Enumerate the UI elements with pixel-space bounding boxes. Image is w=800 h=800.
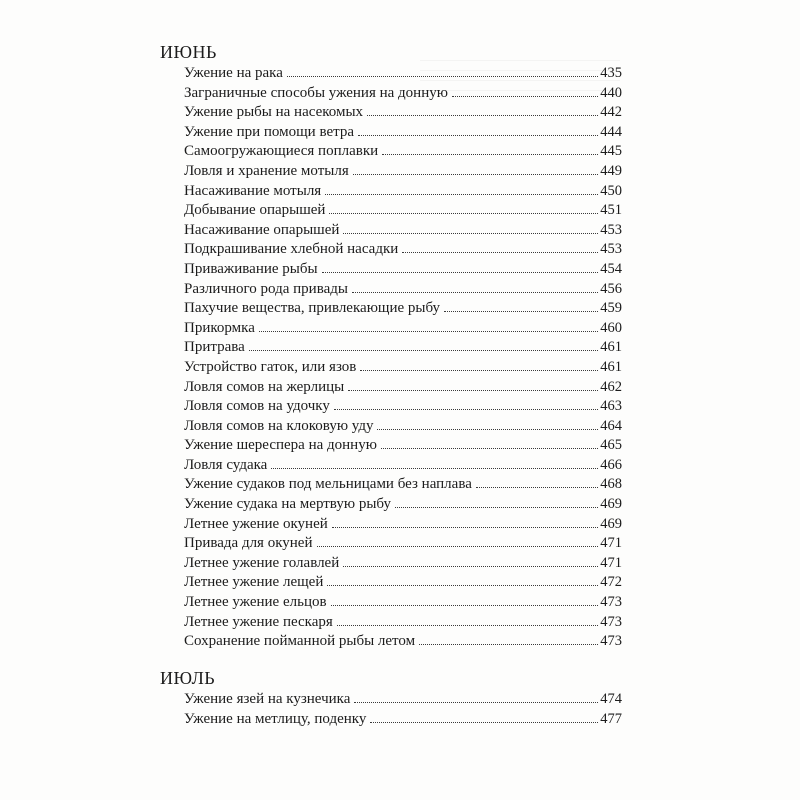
entry-title: Летнее ужение пескаря bbox=[184, 613, 333, 630]
section-title: ИЮНЬ bbox=[160, 42, 217, 62]
dot-leader bbox=[452, 96, 598, 97]
entry-page: 471 bbox=[600, 535, 622, 552]
toc-entry bbox=[184, 515, 622, 535]
entry-title: Ловля судака bbox=[184, 456, 268, 473]
entry-page: 463 bbox=[600, 398, 622, 415]
entry-page: 440 bbox=[600, 84, 622, 101]
toc-entry bbox=[184, 182, 622, 202]
toc-entry bbox=[184, 710, 622, 730]
entry-title: Насаживание опарышей bbox=[184, 221, 340, 238]
entry-page: 461 bbox=[600, 339, 622, 356]
toc-entry bbox=[184, 319, 622, 339]
dot-leader bbox=[395, 507, 598, 508]
entry-title: Ловля сомов на клоковую уду bbox=[184, 417, 374, 434]
toc-entry bbox=[184, 554, 622, 574]
toc-entry bbox=[184, 221, 622, 241]
toc-entry bbox=[184, 456, 622, 476]
entry-title: Летнее ужение голавлей bbox=[184, 554, 340, 571]
entry-title: Ужение при помощи ветра bbox=[184, 123, 355, 140]
entry-page: 469 bbox=[600, 496, 622, 513]
entry-title: Добывание опарышей bbox=[184, 202, 326, 219]
entry-title: Ловля сомов на удочку bbox=[184, 398, 330, 415]
entry-title: Заграничные способы ужения на донную bbox=[184, 84, 448, 101]
entry-page: 451 bbox=[600, 202, 622, 219]
dot-leader bbox=[343, 566, 598, 567]
entry-page: 435 bbox=[600, 65, 622, 81]
dot-leader bbox=[343, 233, 598, 234]
entry-page: 444 bbox=[600, 123, 622, 140]
entry-page: 473 bbox=[600, 613, 622, 630]
toc-entry bbox=[184, 495, 622, 515]
toc-entry bbox=[184, 201, 622, 221]
dot-leader bbox=[322, 272, 599, 273]
toc-entry bbox=[184, 690, 622, 710]
dot-leader bbox=[332, 527, 598, 528]
dot-leader bbox=[259, 331, 598, 332]
toc-entry bbox=[184, 378, 622, 398]
toc-entry bbox=[184, 593, 622, 613]
entry-page: 456 bbox=[600, 280, 622, 297]
dot-leader bbox=[337, 625, 598, 626]
entry-title: Летнее ужение окуней bbox=[184, 515, 328, 532]
entry-page: 473 bbox=[600, 633, 622, 650]
toc-entry bbox=[184, 534, 622, 554]
toc-entry bbox=[184, 280, 622, 300]
dot-leader bbox=[381, 448, 598, 449]
toc-entry bbox=[184, 64, 622, 84]
entry-title: Привада для окуней bbox=[184, 535, 313, 552]
toc-entry bbox=[184, 299, 622, 319]
entry-page: 464 bbox=[600, 417, 622, 434]
dot-leader bbox=[476, 487, 598, 488]
entry-title: Ужение на рака bbox=[184, 65, 283, 81]
entry-title: Ловля сомов на жерлицы bbox=[184, 378, 345, 395]
dot-leader bbox=[348, 390, 598, 391]
dot-leader bbox=[327, 585, 598, 586]
entry-title: Притрава bbox=[184, 339, 245, 356]
dot-leader bbox=[249, 350, 598, 351]
entry-title: Подкрашивание хлебной насадки bbox=[184, 241, 399, 258]
toc-entry bbox=[184, 338, 622, 358]
dot-leader bbox=[287, 76, 598, 77]
entry-page: 460 bbox=[600, 319, 622, 336]
dot-leader bbox=[334, 409, 598, 410]
dot-leader bbox=[331, 605, 599, 606]
section-july bbox=[160, 666, 622, 729]
entry-title: Летнее ужение ельцов bbox=[184, 594, 327, 611]
entry-page: 466 bbox=[600, 456, 622, 473]
entry-title: Ужение на метлицу, поденку bbox=[184, 710, 367, 727]
entry-title: Различного рода привады bbox=[184, 280, 348, 297]
toc-entry bbox=[184, 358, 622, 378]
entry-page: 449 bbox=[600, 162, 622, 179]
entry-title: Прикормка bbox=[184, 319, 255, 336]
entry-page: 472 bbox=[600, 574, 622, 591]
dot-leader bbox=[353, 174, 599, 175]
toc-entry bbox=[184, 397, 622, 417]
toc-entries bbox=[184, 64, 622, 652]
entry-title: Пахучие вещества, привлекающие рыбу bbox=[184, 300, 441, 317]
toc-entry bbox=[184, 162, 622, 182]
entry-page: 468 bbox=[600, 476, 622, 493]
entry-page: 465 bbox=[600, 437, 622, 454]
toc-entry bbox=[184, 475, 622, 495]
entry-page: 454 bbox=[600, 260, 622, 277]
entry-title: Самоогружающиеся поплавки bbox=[184, 143, 379, 160]
dot-leader bbox=[367, 115, 598, 116]
entry-page: 450 bbox=[600, 182, 622, 199]
dot-leader bbox=[358, 135, 598, 136]
dot-leader bbox=[377, 429, 598, 430]
entry-page: 473 bbox=[600, 594, 622, 611]
entry-page: 453 bbox=[600, 241, 622, 258]
dot-leader bbox=[370, 722, 598, 723]
section-title: ИЮЛЬ bbox=[160, 668, 216, 688]
entry-page: 461 bbox=[600, 358, 622, 375]
dot-leader bbox=[419, 644, 598, 645]
dot-leader bbox=[325, 194, 598, 195]
entry-page: 453 bbox=[600, 221, 622, 238]
entry-title: Насаживание мотыля bbox=[184, 182, 322, 199]
dot-leader bbox=[317, 546, 599, 547]
entry-title: Ужение рыбы на насекомых bbox=[184, 104, 364, 121]
toc-entry bbox=[184, 417, 622, 437]
entry-page: 445 bbox=[600, 143, 622, 160]
entry-page: 471 bbox=[600, 554, 622, 571]
toc-entry bbox=[184, 103, 622, 123]
toc-entry bbox=[184, 613, 622, 633]
toc-entry bbox=[184, 240, 622, 260]
entry-title: Сохранение пойманной рыбы летом bbox=[184, 633, 416, 650]
toc-entries bbox=[184, 690, 622, 729]
toc-entry bbox=[184, 123, 622, 143]
toc-entry bbox=[184, 260, 622, 280]
entry-title: Ужение судака на мертвую рыбу bbox=[184, 496, 391, 513]
entry-title: Приваживание рыбы bbox=[184, 260, 318, 277]
entry-page: 462 bbox=[600, 378, 622, 395]
entry-page: 477 bbox=[600, 710, 622, 727]
toc-entry bbox=[184, 573, 622, 593]
entry-page: 469 bbox=[600, 515, 622, 532]
section-june bbox=[160, 40, 622, 652]
dot-leader bbox=[382, 154, 598, 155]
toc-entry bbox=[184, 632, 622, 652]
entry-title: Ловля и хранение мотыля bbox=[184, 162, 349, 179]
entry-title: Летнее ужение лещей bbox=[184, 574, 324, 591]
dot-leader bbox=[402, 252, 598, 253]
entry-page: 474 bbox=[600, 691, 622, 707]
dot-leader bbox=[354, 702, 598, 703]
toc-entry bbox=[184, 84, 622, 104]
toc-entry bbox=[184, 142, 622, 162]
entry-title: Устройство гаток, или язов bbox=[184, 358, 357, 375]
entry-title: Ужение язей на кузнечика bbox=[184, 691, 351, 707]
dot-leader bbox=[444, 311, 598, 312]
toc-entry bbox=[184, 436, 622, 456]
entry-page: 459 bbox=[600, 300, 622, 317]
entry-title: Ужение судаков под мельницами без наплава bbox=[184, 476, 472, 493]
entry-page: 442 bbox=[600, 104, 622, 121]
dot-leader bbox=[360, 370, 598, 371]
dot-leader bbox=[329, 213, 598, 214]
dot-leader bbox=[271, 468, 598, 469]
dot-leader bbox=[352, 292, 598, 293]
entry-title: Ужение шереспера на донную bbox=[184, 437, 377, 454]
